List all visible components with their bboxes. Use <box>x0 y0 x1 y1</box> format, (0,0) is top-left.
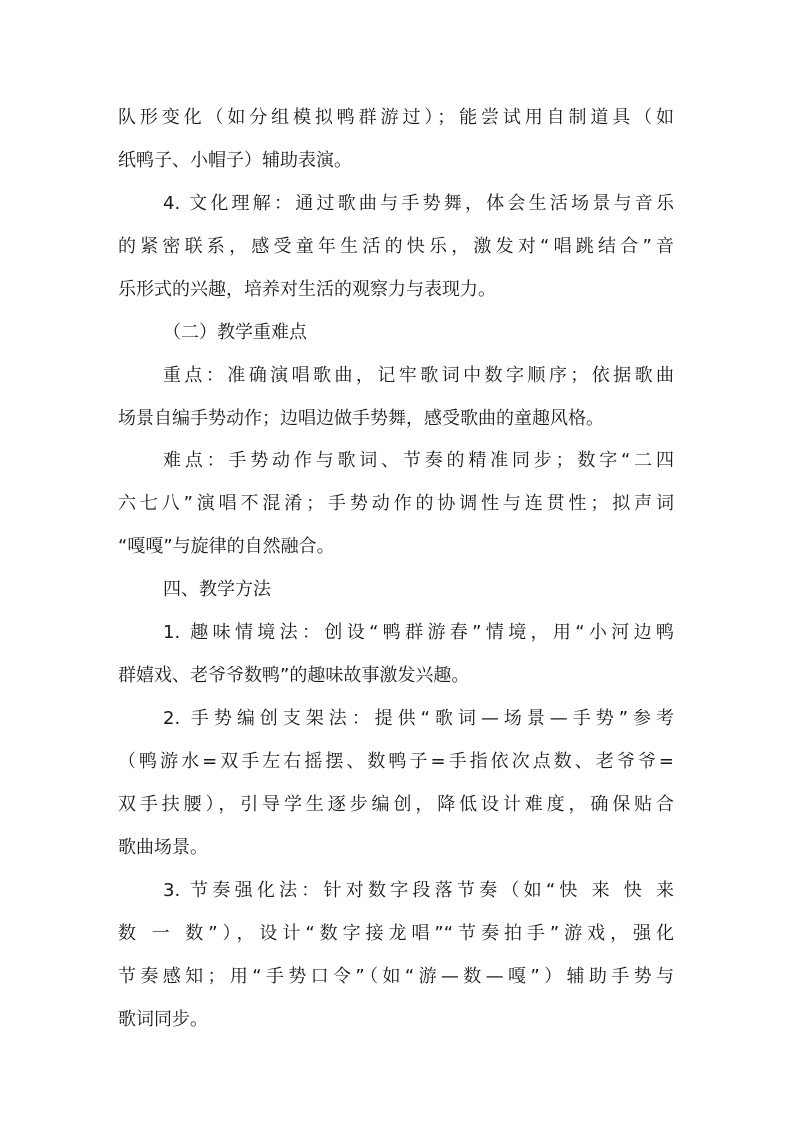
text-line-16: （鸭游水=双手左右摇摆、数鸭子=手指依次点数、老爷爷= <box>118 751 674 772</box>
text-line-11: “嘎嘎”与旋律的自然融合。 <box>118 536 335 557</box>
text-line-10: 六七八”演唱不混淆；手势动作的协调性与连贯性；拟声词 <box>118 493 674 514</box>
section-heading-teaching-methods: 四、教学方法 <box>163 579 271 600</box>
text-line-1: 队形变化（如分组模拟鸭群游过）；能尝试用自制道具（如 <box>118 107 674 128</box>
text-line-7: 重点：准确演唱歌曲，记牢歌词中数字顺序；依据歌曲 <box>163 365 674 386</box>
text-line-21: 节奏感知；用“手势口令”（如“游—数—嘎”）辅助手势与 <box>118 966 674 987</box>
text-line-8: 场景自编手势动作；边唱边做手势舞，感受歌曲的童趣风格。 <box>118 408 604 429</box>
text-line-19: 3. 节奏强化法：针对数字段落节奏（如“快 来 快 来 <box>163 880 674 901</box>
text-line-5: 乐形式的兴趣，培养对生活的观察力与表现力。 <box>118 279 496 300</box>
text-line-15: 2. 手势编创支架法：提供“歌词—场景—手势”参考 <box>163 708 674 729</box>
text-line-20: 数 一 数”），设计“数字接龙唱”“节奏拍手”游戏，强化 <box>118 923 674 944</box>
text-line-4: 的紧密联系，感受童年生活的快乐，激发对“唱跳结合”音 <box>118 236 674 257</box>
text-line-3: 4. 文化理解：通过歌曲与手势舞，体会生活场景与音乐 <box>163 193 674 214</box>
section-heading-key-difficult-points: （二）教学重难点 <box>163 322 307 343</box>
text-line-9: 难点：手势动作与歌词、节奏的精准同步；数字“二四 <box>163 450 674 471</box>
text-line-2: 纸鸭子、小帽子）辅助表演。 <box>118 150 352 171</box>
text-line-22: 歌词同步。 <box>118 1009 208 1030</box>
text-line-14: 群嬉戏、老爷爷数鸭”的趣味故事激发兴趣。 <box>118 665 470 686</box>
text-line-13: 1. 趣味情境法：创设“鸭群游春”情境，用“小河边鸭 <box>163 622 674 643</box>
text-line-17: 双手扶腰），引导学生逐步编创，降低设计难度，确保贴合 <box>118 794 674 815</box>
text-line-18: 歌曲场景。 <box>118 837 208 858</box>
